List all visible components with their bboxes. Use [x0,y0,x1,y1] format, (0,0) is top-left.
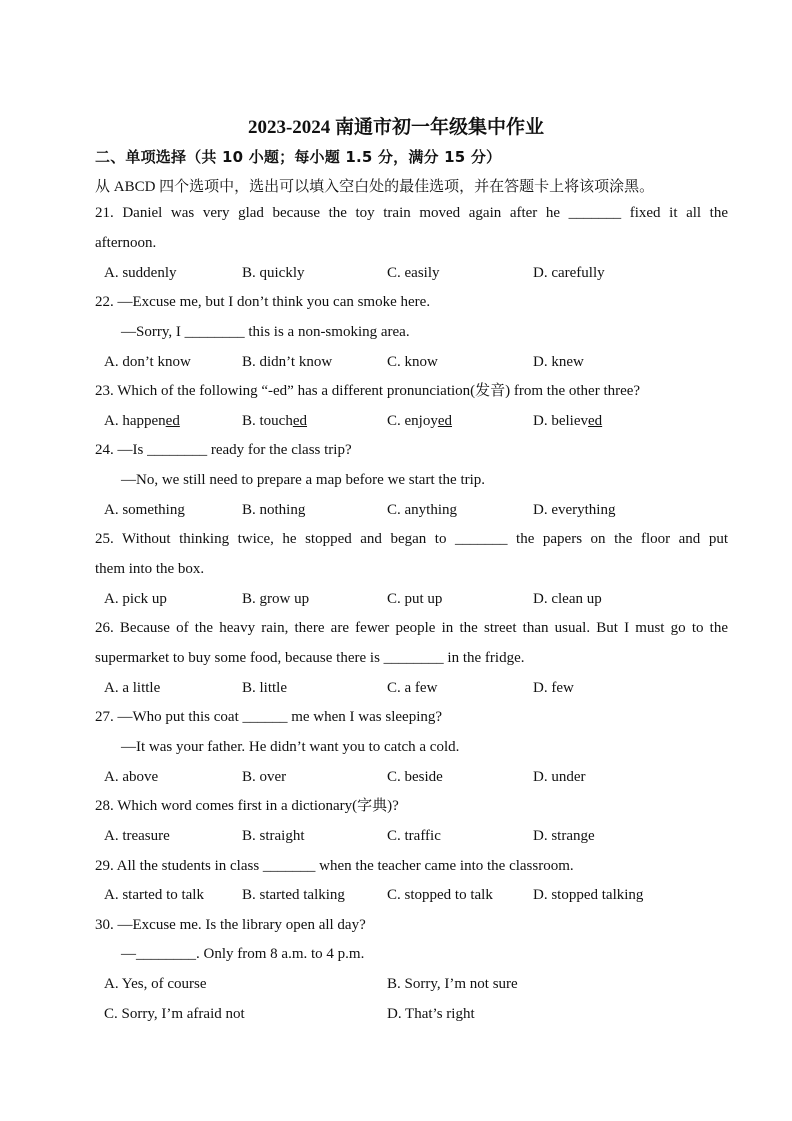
question-26-line-1: 26. Because of the heavy rain, there are fewer people in the street than usual. But I must go to the [95,620,728,636]
q30-option-c: C. Sorry, I’m afraid not [104,1006,245,1022]
q28-option-b: B. straight [242,828,305,844]
q27-option-c: C. beside [387,769,443,785]
question-30-line-1: 30. —Excuse me. Is the library open all day? [95,917,366,933]
instruction-text: 从 ABCD 四个选项中，选出可以填入空白处的最佳选项，并在答题卡上将该项涂黑。 [95,179,655,195]
question-28-line-1: 28. Which word comes first in a dictionary(字典)? [95,798,399,814]
q23-option-d-stem: D. believ [533,413,588,429]
q21-option-d: D. carefully [533,265,605,281]
q23-option-a [104,411,180,431]
q24-option-c: C. anything [387,502,457,518]
q27-option-a: A. above [104,769,159,785]
question-27-line-1: 27. —Who put this coat ______ me when I was sleeping? [95,709,443,725]
q26-option-b: B. little [242,680,287,696]
question-22-line-2: —Sorry, I ________ this is a non-smoking area. [121,324,410,340]
q22-option-c: C. know [387,354,438,370]
question-24-line-2: —No, we still need to prepare a map before we start the trip. [121,472,486,488]
question-23-line-1: 23. Which of the following “-ed” has a different pronunciation(发音) from the other three? [95,383,641,399]
q21-option-a: A. suddenly [104,265,177,281]
q30-option-d: D. That’s right [387,1006,475,1022]
question-22-line-1: 22. —Excuse me, but I don’t think you can smoke here. [95,294,431,310]
q25-option-b: B. grow up [242,591,310,607]
question-21-line-2: afternoon. [95,235,157,251]
q29-option-d: D. stopped talking [533,887,644,903]
q23-option-d [533,411,602,431]
question-27-line-2: —It was your father. He didn’t want you to catch a cold. [121,739,460,755]
q23-option-b [242,411,307,431]
q29-option-c: C. stopped to talk [387,887,493,903]
q22-option-a: A. don’t know [104,354,191,370]
q21-option-b: B. quickly [242,265,305,281]
q23-option-c-stem: C. enjoy [387,413,438,429]
question-25-line-1: 25. Without thinking twice, he stopped and began to _______ the papers on the floor and put [95,531,728,547]
q26-option-d: D. few [533,680,574,696]
q21-option-c: C. easily [387,265,440,281]
question-21-line-1: 21. Daniel was very glad because the toy train moved again after he _______ fixed it all the [95,205,728,221]
q24-option-b: B. nothing [242,502,306,518]
q28-option-d: D. strange [533,828,595,844]
q23-option-c [387,411,452,431]
q29-option-a: A. started to talk [104,887,204,903]
q26-option-a: A. a little [104,680,161,696]
q25-option-a: A. pick up [104,591,167,607]
question-24-line-1: 24. —Is ________ ready for the class trip? [95,442,352,458]
question-30-line-2: —________. Only from 8 a.m. to 4 p.m. [121,946,365,962]
q28-option-a: A. treasure [104,828,170,844]
q22-option-d: D. knew [533,354,584,370]
q23-option-a-stem: A. happen [104,413,166,429]
q23-option-b-ending: ed [292,413,308,429]
q23-option-c-ending: ed [437,413,453,429]
question-29-line-1: 29. All the students in class _______ when the teacher came into the classroom. [95,858,574,874]
q27-option-b: B. over [242,769,287,785]
q23-option-b-stem: B. touch [242,413,293,429]
q29-option-b: B. started talking [242,887,345,903]
question-25-line-2: them into the box. [95,561,205,577]
q27-option-d: D. under [533,769,586,785]
question-26-line-2: supermarket to buy some food, because there is ________ in the fridge. [95,650,525,666]
q30-option-a: A. Yes, of course [104,976,207,992]
page-title: 2023-2024 南通市初一年级集中作业 [247,117,545,138]
q22-option-b: B. didn’t know [242,354,333,370]
q25-option-c: C. put up [387,591,443,607]
q28-option-c: C. traffic [387,828,441,844]
q26-option-c: C. a few [387,680,438,696]
q24-option-d: D. everything [533,502,616,518]
q23-option-d-ending: ed [587,413,603,429]
section-header: 二、单项选择（共 10 小题；每小题 1.5 分，满分 15 分） [95,148,502,166]
q30-option-b: B. Sorry, I’m not sure [387,976,518,992]
q24-option-a: A. something [104,502,185,518]
q23-option-a-ending: ed [165,413,180,429]
q25-option-d: D. clean up [533,591,602,607]
